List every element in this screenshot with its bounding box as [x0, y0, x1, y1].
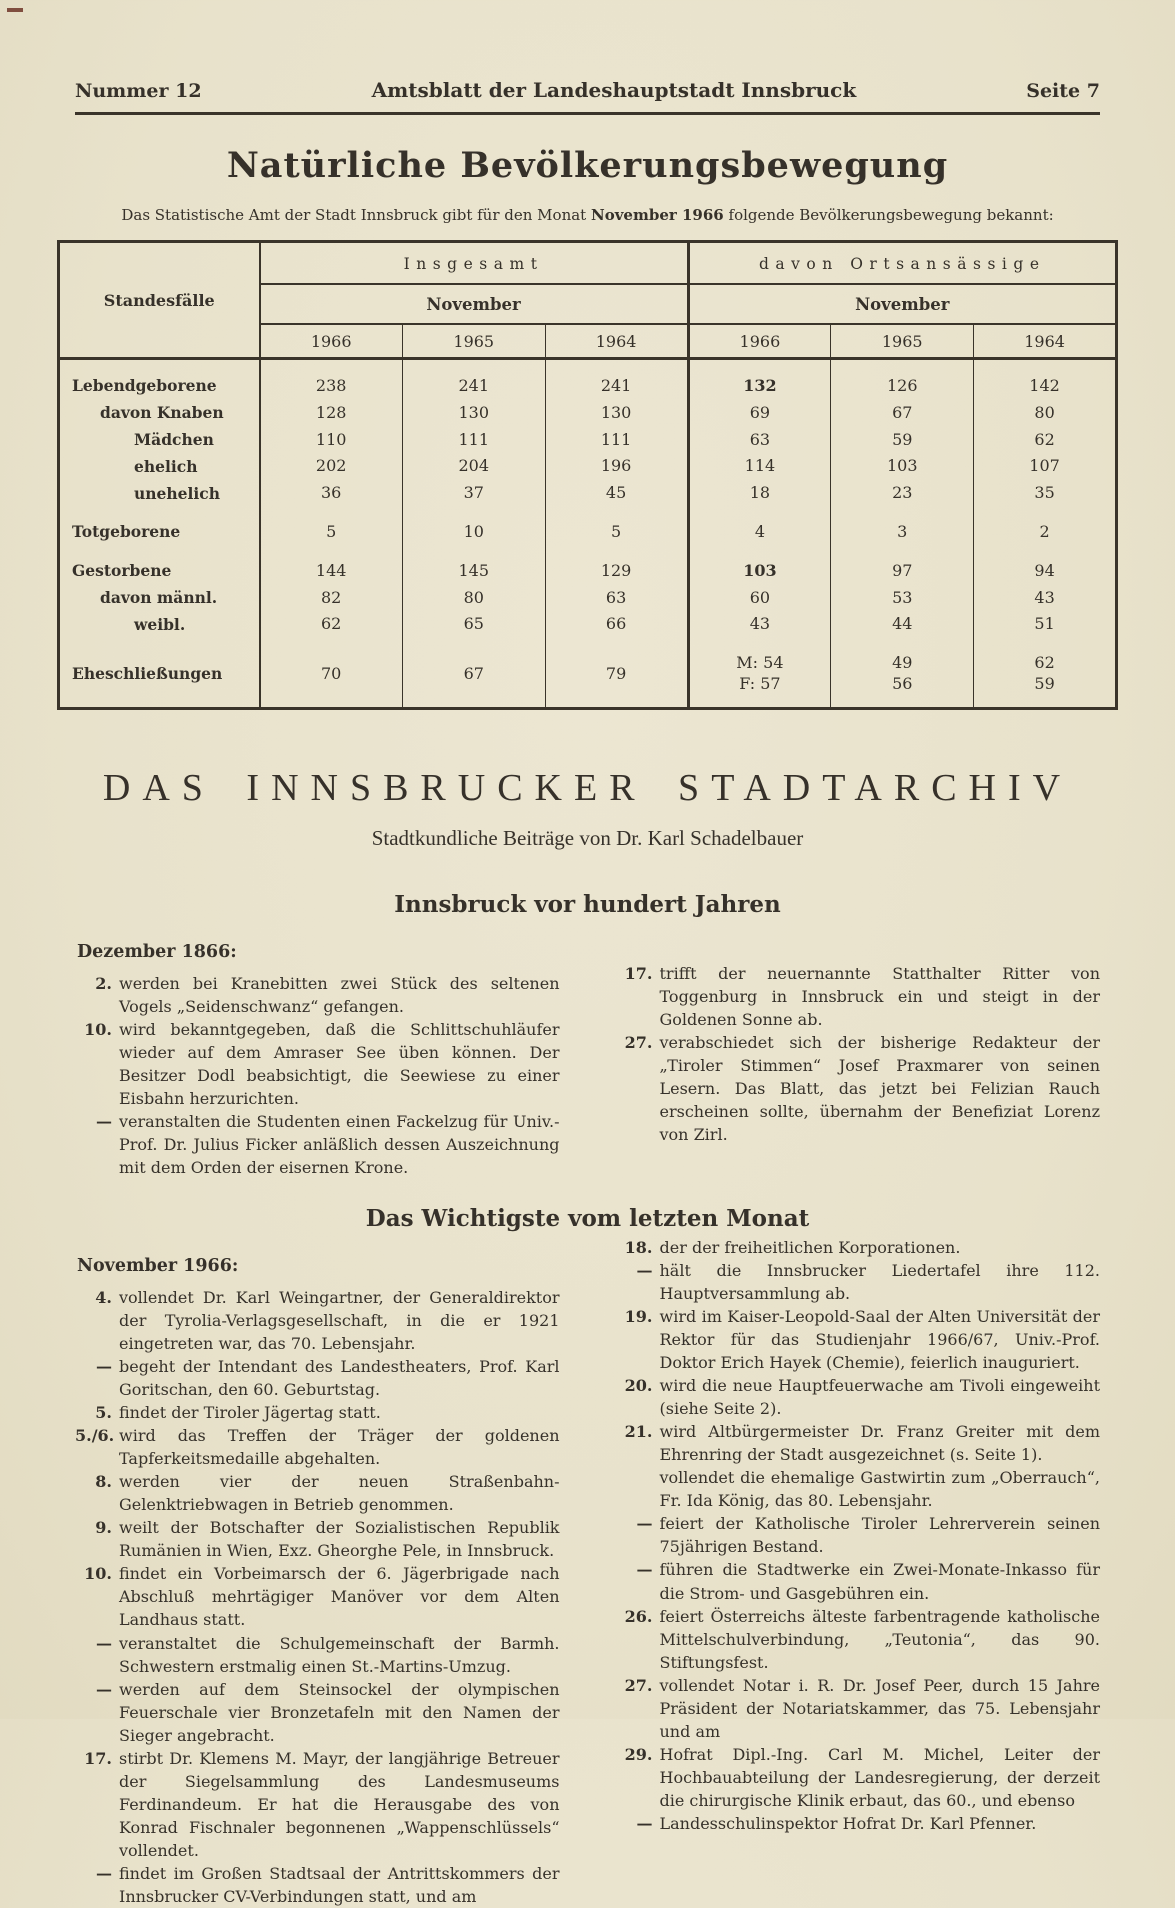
row-label: ehelich: [134, 456, 198, 476]
table-cell: 60: [688, 585, 831, 612]
chronicle-entry: [75, 1018, 560, 1110]
date-heading-dezember-1866: Dezember 1866:: [77, 941, 237, 962]
table-cell: 53: [831, 585, 974, 612]
entry-marker: —: [96, 1357, 112, 1377]
table-cell: 44: [831, 611, 974, 638]
head-rule: [75, 112, 1100, 115]
table-cell: 45: [545, 480, 688, 507]
row-label: Gestorbene: [72, 561, 172, 581]
table-row: [59, 546, 1117, 585]
table-row: [59, 638, 1117, 708]
column-group-ortsansaessige: davon Ortsansässige: [688, 242, 1117, 285]
table-header-row-groups: [59, 242, 1117, 285]
entry-text: weilt der Botschafter der Sozialistischen Republik Rumänien in Wien, Exz. Gheorghe Pele, in Innsbruck.: [119, 1518, 560, 1561]
row-label: davon männl.: [100, 587, 218, 607]
table-cell: 107: [974, 453, 1117, 480]
table-cell: 5: [260, 507, 403, 546]
table-cell: 142: [974, 359, 1117, 400]
chronicle-entry: [75, 1401, 560, 1424]
entry-text: werden vier der neuen Straßenbahn-Gelenktriebwagen in Betrieb genommen.: [119, 1472, 560, 1515]
table-cell: 23: [831, 480, 974, 507]
entry-text: werden bei Kranebitten zwei Stück des seltenen Vogels „Seidenschwanz“ gefangen.: [119, 973, 560, 1016]
entry-text: vollendet die ehemalige Gastwirtin zum „Oberrauch“, Fr. Ida König, das 80. Lebensjahr.: [659, 1468, 1100, 1511]
table-cell: 65: [402, 611, 545, 638]
table-cell: 2: [974, 507, 1117, 546]
intro-suffix: folgende Bevölkerungsbewegung bekannt:: [723, 206, 1054, 224]
entry-text: werden auf dem Steinsockel der olympischen Feuerschale vier Bronzetafeln mit den Namen der Sieger angebracht.: [119, 1679, 560, 1745]
population-table: [57, 240, 1118, 710]
year-header: 1964: [974, 324, 1117, 359]
table-row: [59, 480, 1117, 507]
stadtarchiv-banner-title: DAS INNSBRUCKER STADTARCHIV: [102, 766, 1073, 809]
entry-marker: 17.: [624, 963, 653, 983]
chronicle-entry: [616, 1374, 1101, 1420]
entry-text: feiert der Katholische Tiroler Lehrerverein seinen 75jährigen Bestand.: [659, 1514, 1100, 1557]
table-cell: 114: [688, 453, 831, 480]
article-intro: [75, 206, 1100, 224]
row-label: Totgeborene: [72, 522, 181, 542]
entry-marker: 5./6.: [75, 1426, 115, 1446]
table-row: [59, 359, 1117, 400]
month-header-local: November: [688, 284, 1117, 324]
table-cell: 10: [402, 507, 545, 546]
entry-marker: 10.: [84, 1019, 112, 1039]
table-cell: 63: [545, 585, 688, 612]
entry-text: vollendet Notar i. R. Dr. Josef Peer, durch 15 Jahre Präsident der Notariatskammer, das 75. Lebensjahr und am: [659, 1675, 1100, 1741]
entry-marker: —: [96, 1111, 112, 1131]
entry-marker: 27.: [624, 1675, 653, 1695]
entry-marker: 27.: [624, 1032, 653, 1052]
table-cell: 70: [260, 638, 403, 708]
entry-text: wird Altbürgermeister Dr. Franz Greiter mit dem Ehrenring der Stadt ausgezeichnet (s. Seite 1).: [659, 1422, 1100, 1465]
entry-text: veranstaltet die Schulgemeinschaft der Barmh. Schwestern erstmalig einen St.-Martins-Umzug.: [119, 1633, 560, 1676]
table-cell: 97: [831, 546, 974, 585]
table-cell: 49 56: [831, 638, 974, 708]
chronicle-entry: [75, 1470, 560, 1516]
table-cell: 80: [974, 400, 1117, 427]
running-head: [75, 78, 1100, 102]
entry-marker: —: [96, 1633, 112, 1653]
table-row: [59, 400, 1117, 427]
table-cell: 5: [545, 507, 688, 546]
entry-marker: 26.: [624, 1606, 653, 1626]
entry-text: stirbt Dr. Klemens M. Mayr, der langjährige Betreuer der Siegelsammlung des Landesmuseums Ferdinandeum. Er hat die Herausgabe des von Konrad Fischnaler begonnenen „Wappenschlüssels“ vollendet.: [119, 1748, 560, 1860]
entry-text: der der freiheitlichen Korporationen.: [659, 1238, 961, 1258]
article-title: Natürliche Bevölkerungsbewegung: [226, 145, 949, 186]
table-cell: 62: [260, 611, 403, 638]
chronicle-entry: [616, 1558, 1101, 1604]
table-cell: 3: [831, 507, 974, 546]
table-cell: 62: [974, 427, 1117, 454]
chronicle-entry: [75, 1355, 560, 1401]
entry-text: begeht der Intendant des Landestheaters, Prof. Karl Goritschan, den 60. Geburtstag.: [119, 1357, 560, 1400]
row-label: Lebendgeborene: [72, 376, 217, 396]
table-cell: 82: [260, 585, 403, 612]
table-cell: 67: [831, 400, 974, 427]
section-month-left-column: [75, 1236, 560, 1908]
table-cell: 4: [688, 507, 831, 546]
table-cell: 94: [974, 546, 1117, 585]
chronicle-entry: [75, 1286, 560, 1355]
entry-text: trifft der neuernannte Statthalter Ritter von Toggenburg in Innsbruck ein und steigt in der Goldenen Sonne ab.: [659, 963, 1100, 1029]
table-cell: 62 59: [974, 638, 1117, 708]
entry-marker: 17.: [84, 1748, 112, 1768]
table-cell: 238: [260, 359, 403, 400]
section-month-right-column: [616, 1236, 1101, 1908]
entry-marker: 2.: [95, 973, 112, 993]
date-heading-november-1966: November 1966:: [77, 1256, 239, 1277]
entry-text: Landesschulinspektor Hofrat Dr. Karl Pfenner.: [659, 1813, 1037, 1833]
year-header: 1966: [688, 324, 831, 359]
journal-title: Amtsblatt der Landeshauptstadt Innsbruck: [371, 78, 857, 102]
table-cell: 241: [402, 359, 545, 400]
entry-text: verabschiedet sich der bisherige Redakteur der „Tiroler Stimmen“ Josef Praxmarer von seinen Lesern. Das Blatt, das jetzt bei Felizian Rauch erscheinen sollte, übernahm der Benefiziat Lorenz von Zirl.: [659, 1032, 1100, 1144]
population-table-head: [59, 242, 1117, 359]
entry-text: wird das Treffen der Träger der goldenen Tapferkeitsmedaille abgehalten.: [119, 1426, 560, 1469]
column-header-standesfaelle: Standesfälle: [59, 242, 260, 359]
entry-text: findet der Tiroler Jägertag statt.: [119, 1403, 381, 1423]
entry-text: veranstalten die Studenten einen Fackelzug für Univ.-Prof. Dr. Julius Ficker anläßlich dessen Auszeichnung mit dem Orden der eisernen Krone.: [119, 1111, 560, 1178]
table-cell: 111: [545, 427, 688, 454]
entry-text: feiert Österreichs älteste farbentragende katholische Mittelschulverbindung, „Teutonia“, das 90. Stiftungsfest.: [659, 1606, 1100, 1672]
chronicle-entry: [616, 1466, 1101, 1512]
table-cell: 103: [831, 453, 974, 480]
chronicle-entry: [616, 1420, 1101, 1466]
entry-text: wird im Kaiser-Leopold-Saal der Alten Universität der Rektor für das Studienjahr 1966/67, Univ.-Prof. Doktor Erich Hayek (Chemie), feierlich inauguriert.: [659, 1307, 1100, 1373]
year-header: 1965: [831, 324, 974, 359]
section-last-month: [75, 1205, 1100, 1908]
table-cell: 128: [260, 400, 403, 427]
column-group-insgesamt: Insgesamt: [260, 242, 688, 285]
chronicle-entry: [75, 1110, 560, 1179]
table-cell: 202: [260, 453, 403, 480]
table-cell: 67: [402, 638, 545, 708]
entry-text: findet im Großen Stadtsaal der Antrittskommers der Innsbrucker CV-Verbindungen statt, und am: [119, 1863, 560, 1906]
chronicle-entry: [616, 1605, 1101, 1674]
table-cell: 66: [545, 611, 688, 638]
chronicle-entry: [75, 972, 560, 1018]
chronicle-entry: [75, 1632, 560, 1678]
table-row: [59, 427, 1117, 454]
table-cell: M: 54 F: 57: [688, 638, 831, 708]
intro-month-year: November 1966: [590, 206, 724, 224]
entry-marker: —: [636, 1813, 653, 1833]
table-row: [59, 453, 1117, 480]
table-cell: 111: [402, 427, 545, 454]
chronicle-entry: [75, 1516, 560, 1562]
entry-text: wird die neue Hauptfeuerwache am Tivoli eingeweiht (siehe Seite 2).: [659, 1376, 1100, 1419]
entry-marker: —: [96, 1679, 112, 1699]
chronicle-entry: [616, 1743, 1101, 1812]
month-header-total: November: [260, 284, 688, 324]
table-cell: 59: [831, 427, 974, 454]
table-cell: 37: [402, 480, 545, 507]
year-header: 1965: [402, 324, 545, 359]
table-cell: 36: [260, 480, 403, 507]
table-cell: 43: [974, 585, 1117, 612]
entry-marker: 18.: [624, 1238, 653, 1258]
table-cell: 110: [260, 427, 403, 454]
table-cell: 63: [688, 427, 831, 454]
section-month-heading: Das Wichtigste vom letzten Monat: [365, 1205, 810, 1233]
entry-marker: 29.: [624, 1744, 653, 1764]
entry-text: findet ein Vorbeimarsch der 6. Jägerbrigade nach Abschluß mehrtägiger Manöver vor dem Alten Landhaus statt.: [119, 1564, 560, 1630]
row-label: unehelich: [134, 483, 221, 503]
entry-marker: —: [636, 1560, 653, 1580]
entry-text: hält die Innsbrucker Liedertafel ihre 112. Hauptversammlung ab.: [659, 1261, 1100, 1304]
chronicle-entry: [616, 1674, 1101, 1743]
stadtarchiv-subtitle: Stadtkundliche Beiträge von Dr. Karl Schadelbauer: [371, 825, 804, 850]
table-cell: 241: [545, 359, 688, 400]
row-label: Mädchen: [134, 429, 214, 449]
entry-marker: 4.: [95, 1288, 112, 1308]
table-cell: 196: [545, 453, 688, 480]
entry-text: Hofrat Dipl.-Ing. Carl M. Michel, Leiter der Hochbauabteilung der Landesregierung, der derzeit die chirurgische Klinik erbaut, das 60., und ebenso: [659, 1744, 1100, 1810]
table-cell: 144: [260, 546, 403, 585]
table-cell: 129: [545, 546, 688, 585]
entry-text: wird bekanntgegeben, daß die Schlittschuhläufer wieder auf dem Amraser See üben können. Der Besitzer Dodl beabsichtigt, die Seewiese zu einer Eisbahn herzurichten.: [119, 1019, 560, 1108]
table-cell: 145: [402, 546, 545, 585]
section-hundred-years: [75, 891, 1100, 1179]
table-cell: 35: [974, 480, 1117, 507]
scan-artifact-mark: [7, 8, 23, 12]
entry-marker: 19.: [624, 1307, 653, 1327]
table-cell: 43: [688, 611, 831, 638]
chronicle-entry: [616, 1512, 1101, 1558]
entry-marker: 21.: [624, 1422, 653, 1442]
chronicle-entry: [616, 1259, 1101, 1305]
row-label: Eheschließungen: [72, 663, 223, 683]
entry-marker: —: [636, 1261, 653, 1281]
table-cell: 132: [688, 359, 831, 400]
table-cell: 79: [545, 638, 688, 708]
section-hundred-left-column: [75, 922, 560, 1179]
table-cell: 80: [402, 585, 545, 612]
chronicle-entry: [616, 1031, 1101, 1146]
section-hundred-right-column: [616, 962, 1101, 1179]
table-row: [59, 611, 1117, 638]
page-number: Seite 7: [1026, 80, 1100, 102]
issue-number: Nummer 12: [75, 80, 202, 102]
chronicle-entry: [75, 1862, 560, 1908]
year-header: 1966: [260, 324, 403, 359]
table-cell: 103: [688, 546, 831, 585]
chronicle-entry: [616, 1236, 1101, 1259]
table-cell: 126: [831, 359, 974, 400]
chronicle-entry: [75, 1678, 560, 1747]
chronicle-entry: [75, 1424, 560, 1470]
chronicle-entry: [616, 1305, 1101, 1374]
table-cell: 18: [688, 480, 831, 507]
entry-marker: 9.: [95, 1518, 112, 1538]
entry-marker: 10.: [84, 1564, 112, 1584]
chronicle-entry: [616, 962, 1101, 1031]
row-label: weibl.: [134, 614, 186, 634]
chronicle-entry: [75, 1562, 560, 1631]
entry-text: vollendet Dr. Karl Weingartner, der Generaldirektor der Tyrolia-Verlagsgesellschaft, in die er 1921 eingetreten war, das 70. Lebensjahr.: [119, 1288, 560, 1354]
population-table-body: [59, 359, 1117, 709]
entry-marker: 8.: [95, 1472, 112, 1492]
entry-marker: 20.: [624, 1376, 653, 1396]
table-cell: 204: [402, 453, 545, 480]
year-header: 1964: [545, 324, 688, 359]
intro-prefix: Das Statistische Amt der Stadt Innsbruck gibt für den Monat: [121, 206, 591, 224]
chronicle-entry: [616, 1812, 1101, 1835]
chronicle-entry: [75, 1747, 560, 1862]
table-cell: 69: [688, 400, 831, 427]
table-cell: 51: [974, 611, 1117, 638]
entry-marker: —: [636, 1514, 653, 1534]
table-cell: 130: [545, 400, 688, 427]
table-cell: 130: [402, 400, 545, 427]
row-label: davon Knaben: [100, 403, 224, 423]
table-row: [59, 507, 1117, 546]
entry-marker: 5.: [95, 1403, 112, 1423]
entry-text: führen die Stadtwerke ein Zwei-Monate-Inkasso für die Strom- und Gasgebühren ein.: [659, 1560, 1100, 1603]
section-hundred-heading: Innsbruck vor hundert Jahren: [394, 890, 781, 918]
table-row: [59, 585, 1117, 612]
entry-marker: —: [96, 1863, 112, 1883]
